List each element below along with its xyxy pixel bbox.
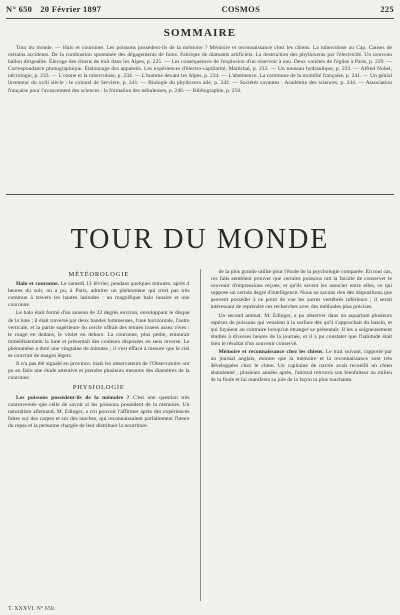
article-paragraph [211, 349, 393, 384]
right-column [211, 269, 393, 601]
header-divider [6, 18, 394, 19]
article-run-in-title: Les poissons possèdent-ils de la mémoire ? [16, 394, 130, 401]
article-paragraph [8, 281, 190, 309]
page-footer: T. XXXVI. N° 650. [8, 606, 56, 612]
article-run-in-title: Mémoire et reconnaissance chez les chiens. [218, 349, 324, 356]
section-heading-physiologie: PHYSIOLOGIE [72, 384, 125, 392]
article-paragraph [8, 395, 190, 430]
page-number: 225 [380, 3, 394, 14]
sommaire-paragraph: Tour du monde. — Halo et couronne. Les poissons possèdent-ils de la mémoire ? Mémoire et reconnaissance chez les chiens. La tuberculose au Cap. Causes de certains accidents. De la combustion spontanée des dégagements de foins. Fabrique de diamants artificiels. La destruction des phylloxeras par l'électricité. Un nouveau ballon dirigeable. Élevage des chiens de trait dans les Alpes, p. 225. — Les conséquences de l'explosion d'un réservoir à eau. Deux variétés de l'église à Paris, p. 229. — Correspondance photographique. Étalonnage des appareils. Les expériences d'électro-capillarité, Maréchal, p. 232. — Un tonneau hydraulique, p. 233. — Alfred Nobel, nécrologie, p. 233. — L'ozone et la tuberculose, p. 234. — L'homme devant les Alpes, p. 234. — L'abstinence. La commune de la mobilité française, p. 241. — Un génial inventeur du xviii siècle : le colonel de Servière, p. 241. — Biologie du phylloxera ailé, p. 242. — Sociétés savantes : Académie des sciences, p. 244. — Association française pour l'avancement des sciences : la formation des nébuleuses, p. 246. — Bibliographie, p. 250. [8, 45, 392, 94]
article-paragraph: de la plus grande utilité pour l'étude de la psychologie comparée. En tout cas, ces faits semblent prouver que certains poissons ont la faculté de conserver le souvenir d'impressions reçues, et qu'ils savent les associer entre elles, ce qui suppose un certain degré d'intelligence. Nous ne savons rien des dispositions que peuvent posséder à ce point de vue les autres vertébrés inférieurs ; il serait intéressant de reprendre ces recherches avec des méthodes plus précises. [210, 269, 392, 311]
article-columns [8, 269, 392, 601]
sommaire-body [8, 45, 392, 183]
article-text: Le samedi 13 février, pendant quelques minutes, après 4 heures du soir, on a pu, à Paris, admirer un phénomène qui n'est pas très commun à travers les hautes latitudes : un magnifique halo lunaire et une couronne. [8, 281, 190, 309]
left-column [8, 269, 190, 601]
sommaire-title: SOMMAIRE [163, 27, 237, 39]
page-header [6, 0, 394, 17]
issue-number: N° 650 [6, 3, 33, 14]
article-run-in-title: Halo et couronne. [16, 281, 60, 288]
article-text: Le trait suivant, rapporté par un journal anglais, montre que la mémoire et la reconnaissance sont très développées chez le chien. Un capitaine de navire avait recueilli un chien abandonné ; plusieurs années après, l'animal retrouva son bienfaiteur au milieu de la foule et lui manifesta sa joie de la façon la plus touchante. [210, 349, 392, 384]
journal-name: COSMOS [221, 3, 261, 14]
main-title: TOUR DU MONDE [70, 224, 330, 255]
section-divider [6, 194, 394, 195]
article-paragraph: Il n'a pas été signalé en province, mais les observateurs de l'Observatoire ont pu en faire une étude attentive et prendre plusieurs mesures des diamètres de la couronne. [8, 361, 190, 382]
section-heading-meteorologie: MÉTÉOROLOGIE [68, 271, 129, 278]
article-paragraph: Le halo était formé d'un anneau de 22 degrés environ, enveloppant le disque de la lune ; il était traversé par deux bandes lumineuses, l'une horizontale, l'autre verticale, et la partie supérieure du cercle offrait des teintes irisées assez vives : le rouge en dedans, le violet en dehors. La couronne, plus petite, entourait immédiatement la lune et présentait des couleurs disposées en sens inverse. Le phénomène a duré une vingtaine de minutes ; il s'est effacé à mesure que le ciel se couvrait de nuages légers. [8, 310, 190, 360]
column-divider [200, 269, 201, 601]
article-text: C'est une question très controversée que celle de savoir si les poissons possèdent de la mémoire. Un naturaliste allemand, M. Edinger, a cru pouvoir l'affirmer après des expériences faites sur des carpes et sur des tanches, qui reconnaissaient parfaitement l'heure du repas et la personne chargée de leur distribuer la nourriture. [8, 394, 190, 429]
issue-date: 20 Février 1897 [40, 3, 102, 14]
article-paragraph: Un second animal, M. Edinger, a pu observer dans un aquarium plusieurs espèces de poissons qui venaient à la surface dès qu'il s'approchait du bassin, et qui fuyaient au contraire lorsqu'un étranger se présentait. Il les a soigneusement étudiés à diverses heures de la journée, et il a pu constater que l'habitude était bien le résultat d'un souvenir conservé. [210, 312, 392, 347]
